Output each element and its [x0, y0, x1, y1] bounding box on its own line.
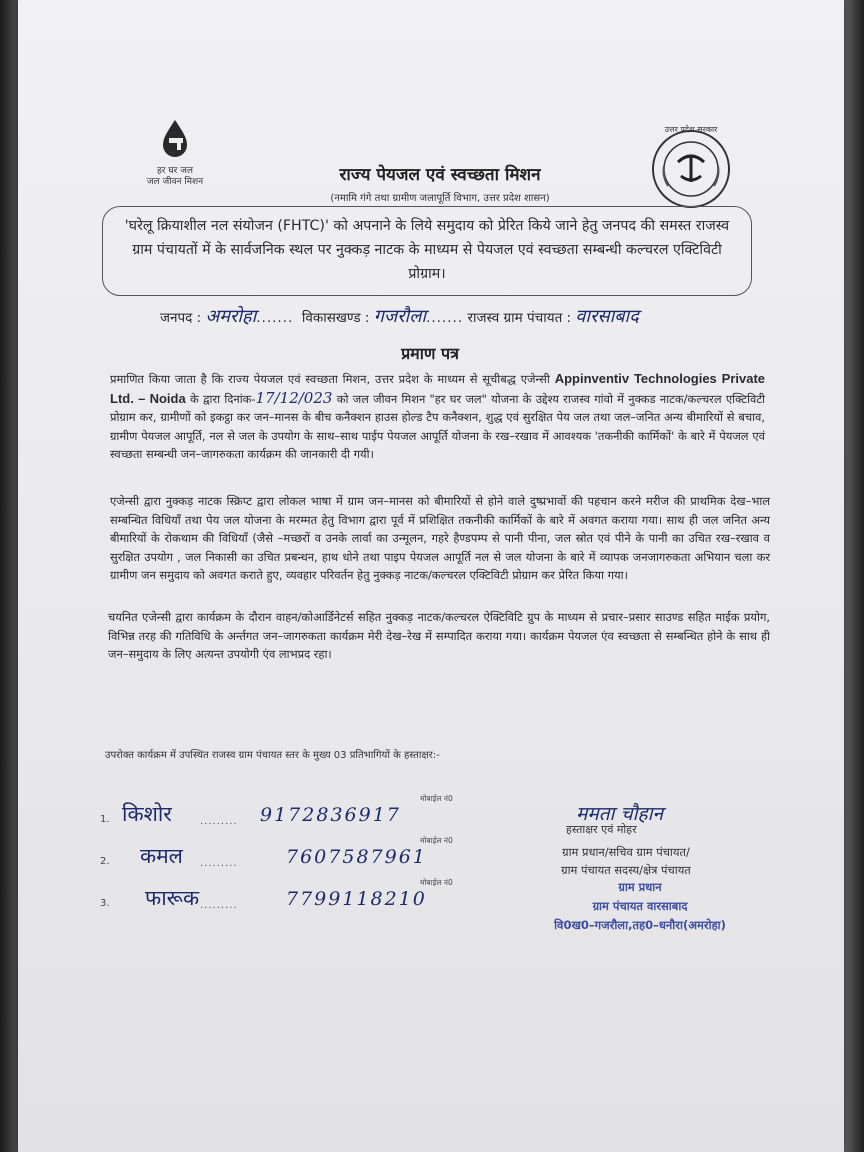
mobile-label: मोबाईल नं0 — [420, 794, 453, 803]
participant-phone: 7799118210 — [286, 888, 427, 910]
p1-text-b: के द्वारा दिनांक- — [189, 391, 256, 406]
participant-phone: 9172836917 — [260, 804, 401, 826]
district-value: अमरोहा — [205, 306, 257, 327]
har-ghar-jal-logo — [130, 118, 220, 188]
program-description-box: 'घरेलू क्रियाशील नल संयोजन (FHTC)' को अपनाने के लिये समुदाय को प्रेरित किये जाने हेतु जनपद की समस्त राजस्व ग्राम पंचायतों में के सार्वजनिक स्थल पर नुक्कड़ नाटक के माध्यम से पेयजल एवं स्वच्छता सम्बन्धी कल्चरल एक्टिविटी प्रोग्राम। — [102, 206, 752, 296]
participant-row: 2. कमल ......... मोबाईल नं0 7607587961 — [100, 836, 453, 869]
participant-signature: किशोर — [122, 802, 172, 826]
certificate-heading: प्रमाण पत्र — [401, 344, 459, 363]
background-edge-left — [0, 0, 20, 1152]
paragraph-1 — [110, 370, 765, 464]
mobile-label: मोबाईल नं0 — [420, 836, 453, 845]
stamp-line-3: वि0ख0–गजरौला,तह0–धनौरा(अमरोहा) — [554, 918, 726, 932]
role-line-1: ग्राम प्रधान/सचिव ग्राम पंचायत/ — [562, 845, 690, 859]
panchayat-value: वारसाबाद — [575, 306, 639, 327]
participant-row: 1. किशोर ......... मोबाईल नं0 9172836917 — [100, 794, 453, 827]
mobile-label: मोबाईल नं0 — [420, 878, 453, 887]
block-label: विकासखण्ड : — [301, 310, 370, 326]
stamp-line-1: ग्राम प्रधान — [618, 880, 662, 894]
p1-text-c: को जल जीवन मिशन "हर घर जल" योजना के उद्देश्य राजस्व गांवो में नुक्कड नाटक/कल्चरल एक्टिविटी प्रोग्राम कर, ग्रामीणों को इकट्ठा कर जन–मानस के बीच कनैक्शन हाउस होल्ड टैप कनैक्शन, शुद्ध एवं सुरक्षित पेय जल तथा जल–जनित अन्य बीमारियों से बचाव, ग्रामीण पेयजल आपूर्ति, नल से जल के उपयोग के साथ–साथ पाईप पेयजल आपूर्ति योजना के रख–रखाव में आवश्यक 'तकनीकी कार्मिकों' के बारे में पेयजल एवं स्वच्छता सम्बन्धी जन–जागरुकता कार्यक्रम की जानकारी दी गयी। — [110, 391, 766, 461]
location-fields: जनपद : अमरोहा....... विकासखण्ड : गजरौला....... राजस्व ग्राम पंचायत : वारसाबाद — [160, 306, 639, 327]
participant-number: 3. — [100, 898, 110, 909]
pradhan-signature: ममता चौहान — [576, 803, 664, 825]
page-subtitle: (नमामि गंगे तथा ग्रामीण जलापूर्ति विभाग, उत्तर प्रदेश शासन) — [330, 193, 550, 204]
official-stamp — [540, 878, 740, 935]
participant-signature: कमल — [140, 844, 183, 868]
panchayat-label: राजस्व ग्राम पंचायत : — [467, 310, 572, 326]
paragraph-2: एजेन्सी द्वारा नुक्कड़ नाटक स्क्रिप्ट द्वारा लोकल भाषा में ग्राम जन–मानस को बीमारियों से होने वाले दुष्प्रभावों की पहचान करने मरीज की प्राथमिक देख–भाल सम्बन्धित विधियाँ तथा पेय जल योजना के मरम्मत हेतु विभाग द्वारा पूर्व में प्रशिक्षित तकनीकी कार्मिकों के बारे में अवगत कराया गया। साथ ही जल जनित अन्य बीमारियों के रोकथाम की विधियाँ (जैसे –मच्छरों व उनके लार्वा का उन्मूलन, गहरे हैण्डपम्प से पानी पीना, जल स्रोत एवं पीने के पानी का उचित रख–रखाव व सुरक्षित उपयोग , जल निकासी का उचित प्रबन्धन, हाथ धोने तथा पाइप पेयजल आपूर्ति नल से जल योजना के बारे में व्यापक जनजागरुकता अभियान चला कर ग्रामीण जन समुदाय को अवगत कराते हुए, व्यवहार परिवर्तन हेतु नुक्कड़ नाटक/कल्चरल एक्टिविटी प्रोग्राम कर प्रेरित किया गया। — [110, 494, 770, 582]
pradhan-role — [506, 843, 746, 879]
emblem-text: उत्तर प्रदेश सरकार — [664, 125, 718, 134]
up-government-emblem — [648, 126, 734, 212]
logo-left-caption: हर घर जल जल जीवन मिशन — [146, 166, 204, 187]
participants-note: उपरोक्त कार्यक्रम में उपस्थित राजस्व ग्राम पंचायत स्तर के मुख्य 03 प्रतिभागियों के हस्ताक्षर:- — [105, 750, 440, 761]
role-line-2: ग्राम पंचायत सदस्य/क्षेत्र पंचायत — [561, 863, 691, 877]
water-tap-icon — [155, 118, 195, 164]
program-date: 17/12/023 — [255, 388, 333, 407]
agency-name: Appinventiv Technologies Private Ltd. – Noida — [110, 371, 766, 406]
participant-row: 3. फारूक ......... मोबाईल नं0 7799118210 — [100, 878, 453, 911]
sign-and-seal-label: हस्ताक्षर एवं मोहर — [566, 823, 637, 836]
background-edge-right — [842, 0, 864, 1152]
participant-number: 1. — [100, 814, 110, 825]
district-label: जनपद : — [160, 310, 202, 326]
page-title: राज्य पेयजल एवं स्वच्छता मिशन — [339, 165, 541, 185]
stamp-line-2: ग्राम पंचायत वारसाबाद — [592, 899, 688, 913]
p1-text-a: प्रमाणित किया जाता है कि राज्य पेयजल एवं स्वच्छता मिशन, उत्तर प्रदेश के माध्यम से सूचीबद्ध एजेन्सी — [110, 372, 550, 386]
paragraph-3: चयनित एजेन्सी द्वारा कार्यक्रम के दौरान वाहन/कोआर्डिनेटर्स सहित नुक्कड़ नाटक/कल्चरल ऐक्टिविटि ग्रुप के माध्यम से प्रचार–प्रसार साउण्ड सहित माईक प्रयोग, विभिन्न तरह की गतिविधि के अर्न्तगत जन–जागरुकता कार्यक्रम मेरी देख–रेख में सम्पादित कराया गया। कार्यक्रम पेयजल एंव स्वच्छता से सम्बन्धित होने के साथ ही जन–समुदाय के लिए अत्यन्त उपयोगी एंव लाभप्रद रहा। — [108, 610, 770, 661]
participant-phone: 7607587961 — [286, 846, 427, 868]
participant-number: 2. — [100, 856, 110, 867]
block-value: गजरौला — [373, 306, 427, 327]
participant-signature: फारूक — [145, 886, 200, 910]
